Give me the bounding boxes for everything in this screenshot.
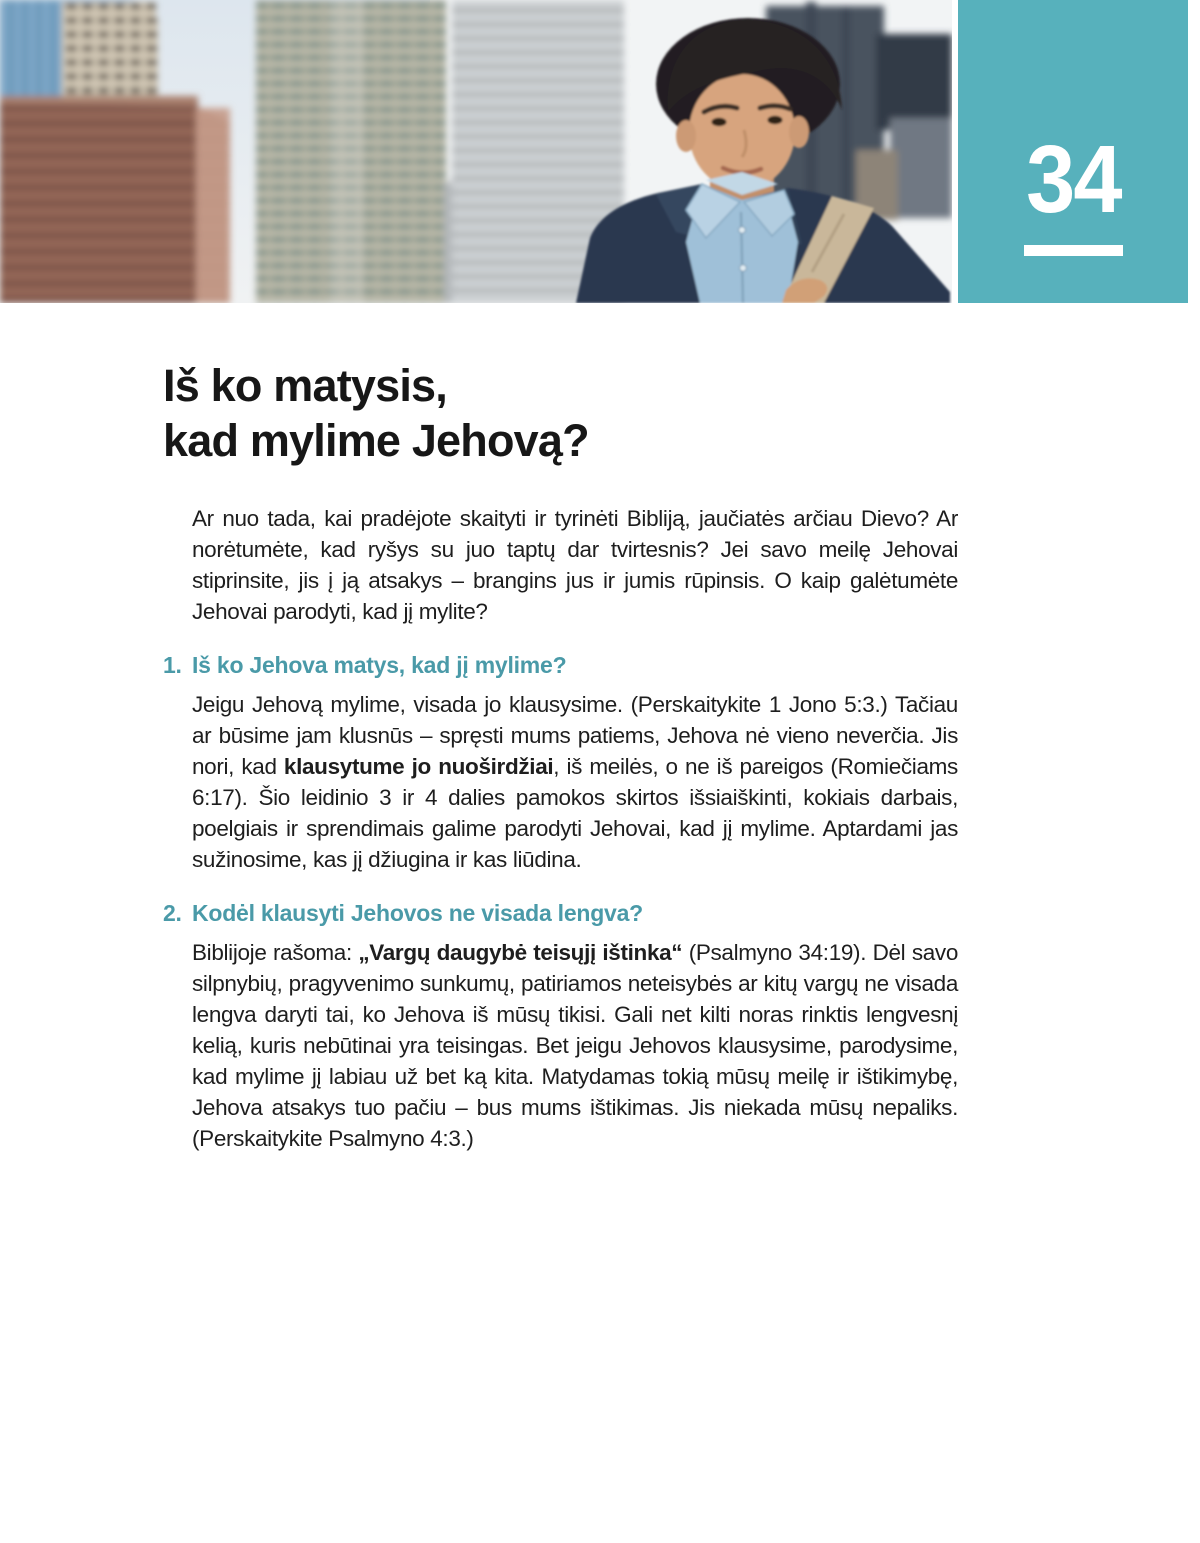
lesson-content	[163, 358, 958, 1154]
question-2-section	[163, 898, 958, 1154]
city-skyline-illustration	[0, 0, 952, 303]
chapter-number: 34	[1025, 125, 1121, 233]
question-2-number: 2.	[163, 900, 182, 926]
question-2-text: Kodėl klausyti Jehovos ne visada lengva?	[192, 900, 643, 926]
question-1-heading	[163, 650, 958, 680]
answer-2-bold-phrase: „Vargų daugybė teisųjį ištinka“	[358, 940, 683, 965]
question-1-number: 1.	[163, 652, 182, 678]
eyes	[712, 118, 727, 126]
answer-1-text-after: , iš meilės, o ne iš pareigos (Romiečiams 6:17). Šio leidinio 3 ir 4 dalies pamokos skirtos išsiaiškinti, kokiais darbais, poelgiais ir sprendimais galime parodyti Jehovai, kad jį mylime. Aptardami jas sužinosime, kas jį džiugina ir kas liūdina.	[192, 754, 958, 872]
chapter-badge	[958, 0, 1188, 303]
question-1-section	[163, 650, 958, 875]
page-title-line-2: kad mylime Jehovą?	[163, 415, 589, 466]
question-1-answer	[192, 689, 958, 875]
page-title-line-1: Iš ko matysis,	[163, 360, 447, 411]
question-2-heading	[163, 898, 958, 928]
question-1-text: Iš ko Jehova matys, kad jį mylime?	[192, 652, 567, 678]
page-header	[0, 0, 1200, 303]
chapter-underline	[1024, 245, 1123, 256]
answer-2-text-after: (Psalmyno 34:19). Dėl savo silpnybių, pragyvenimo sunkumų, patiriamos neteisybės ar kitų vargų ne visada lengva daryti tai, ko Jehova iš mūsų tikisi. Gali net kilti noras rinktis lengvesnį kelią, kuris nebūtinai yra teisingas. Bet jeigu Jehovos klausysime, parodysime, kad mylime jį labiau už bet ką kita. Matydamas tokią mūsų meilę ir ištikimybę, Jehova atsakys tuo pačiu – bus mums ištikimas. Jis niekada mūsų nepaliks. (Perskaitykite Psalmyno 4:3.)	[192, 940, 958, 1151]
answer-2-text-before: Biblijoje rašoma:	[192, 940, 359, 965]
answer-1-bold-phrase: klausytume jo nuoširdžiai	[283, 754, 554, 779]
page-title	[163, 358, 958, 468]
answer-1-text-before: Jeigu Jehovą mylime, visada jo klausysime. (Perskaitykite 1 Jono 5:3.) Tačiau ar būsime jam klusnūs – spręsti mums patiems, Jehova nė vieno neverčia. Jis nori, kad	[192, 692, 958, 779]
header-photo	[0, 0, 952, 303]
intro-paragraph: Ar nuo tada, kai pradėjote skaityti ir tyrinėti Bibliją, jaučiatės arčiau Dievo? Ar norėtumėte, kad ryšys su juo taptų dar tvirtesnis? Jei savo meilę Jehovai stiprinsite, jis į ją atsakys – brangins jus ir jumis rūpinsis. O kaip galėtumėte Jehovai parodyti, kad jį mylite?	[192, 506, 958, 624]
question-2-answer	[192, 937, 958, 1154]
